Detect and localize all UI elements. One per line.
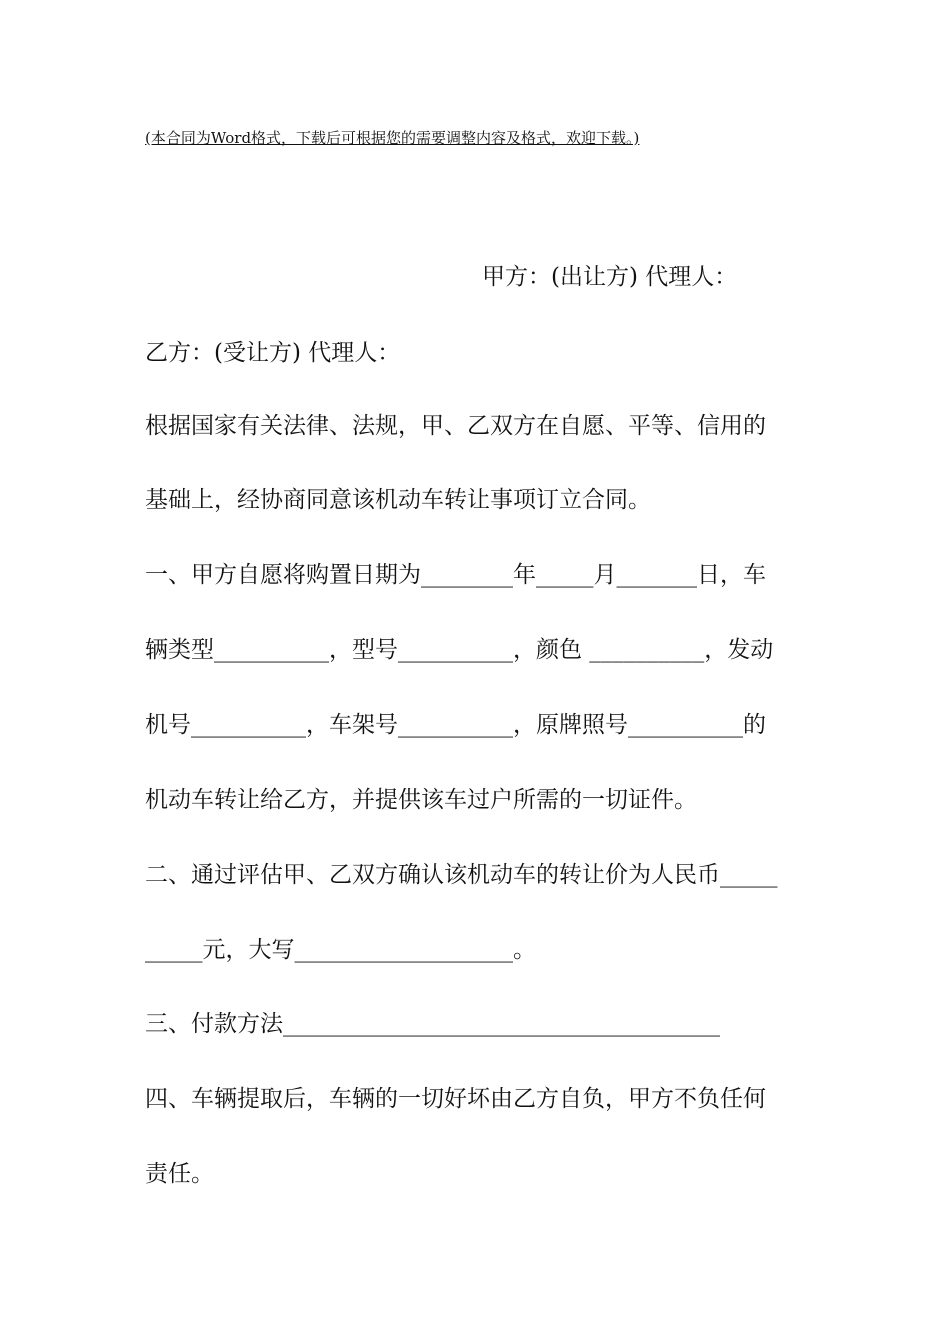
clause-2-line-1: 二、通过评估甲、乙双方确认该机动车的转让价为人民币_____	[145, 862, 778, 888]
party-a-line: 甲方：(出让方) 代理人：	[482, 264, 738, 290]
clause-4-line-1: 四、车辆提取后，车辆的一切好坏由乙方自负，甲方不负任何	[145, 1086, 766, 1112]
intro-line-2: 基础上，经协商同意该机动车转让事项订立合同。	[145, 487, 651, 513]
clause-1-line-1: 一、甲方自愿将购置日期为________年_____月_______日，车	[145, 562, 766, 588]
download-note: (本合同为Word格式，下载后可根据您的需要调整内容及格式，欢迎下载。)	[145, 129, 640, 147]
clause-4-line-2: 责任。	[145, 1161, 214, 1187]
party-b-line: 乙方：(受让方) 代理人：	[145, 340, 401, 366]
clause-3-line: 三、付款方法______________________________________	[145, 1011, 720, 1037]
clause-1-line-3: 机号__________，车架号__________，原牌照号__________的	[145, 712, 766, 738]
clause-1-line-2: 辆类型__________，型号__________，颜色 __________，发动	[145, 637, 774, 663]
clause-1-line-4: 机动车转让给乙方，并提供该车过户所需的一切证件。	[145, 787, 697, 813]
intro-line-1: 根据国家有关法律、法规，甲、乙双方在自愿、平等、信用的	[145, 413, 766, 439]
clause-2-line-2: _____元，大写___________________。	[145, 937, 536, 963]
